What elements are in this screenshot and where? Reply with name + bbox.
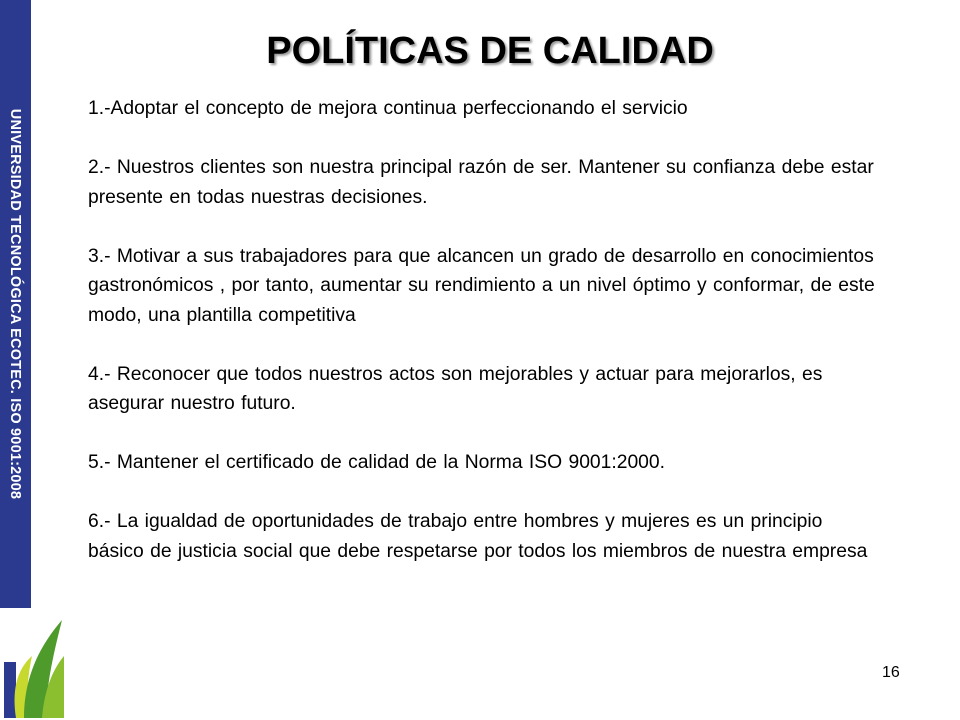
page-title: POLÍTICAS DE CALIDAD <box>266 30 714 72</box>
policy-item: 2.- Nuestros clientes son nuestra principal razón de ser. Mantener su confianza debe estar presente en todas nuestras decisiones. <box>88 157 874 208</box>
policy-item: 1.-Adoptar el concepto de mejora continua perfeccionando el servicio <box>88 98 688 119</box>
policies-list <box>88 94 878 566</box>
policy-item: 3.- Motivar a sus trabajadores para que alcancen un grado de desarrollo en conocimientos gastronómicos , por tanto, aumentar su rendimiento a un nivel óptimo y conformar, de este modo, una plantilla competitiva <box>88 245 875 326</box>
page-number: 16 <box>882 664 900 681</box>
university-side-band <box>0 0 31 608</box>
leaf-logo-icon <box>2 612 64 718</box>
policy-item: 5.- Mantener el certificado de calidad de la Norma ISO 9001:2000. <box>88 452 665 473</box>
university-vertical-label: UNIVERSIDAD TECNOLÓGICA ECOTEC. ISO 9001:2008 <box>7 108 23 500</box>
policy-item: 4.- Reconocer que todos nuestros actos son mejorables y actuar para mejorarlos, es asegurar nuestro futuro. <box>88 363 823 414</box>
policy-item: 6.- La igualdad de oportunidades de trabajo entre hombres y mujeres es un principio básico de justicia social que debe respetarse por todos los miembros de nuestra empresa <box>88 511 868 562</box>
